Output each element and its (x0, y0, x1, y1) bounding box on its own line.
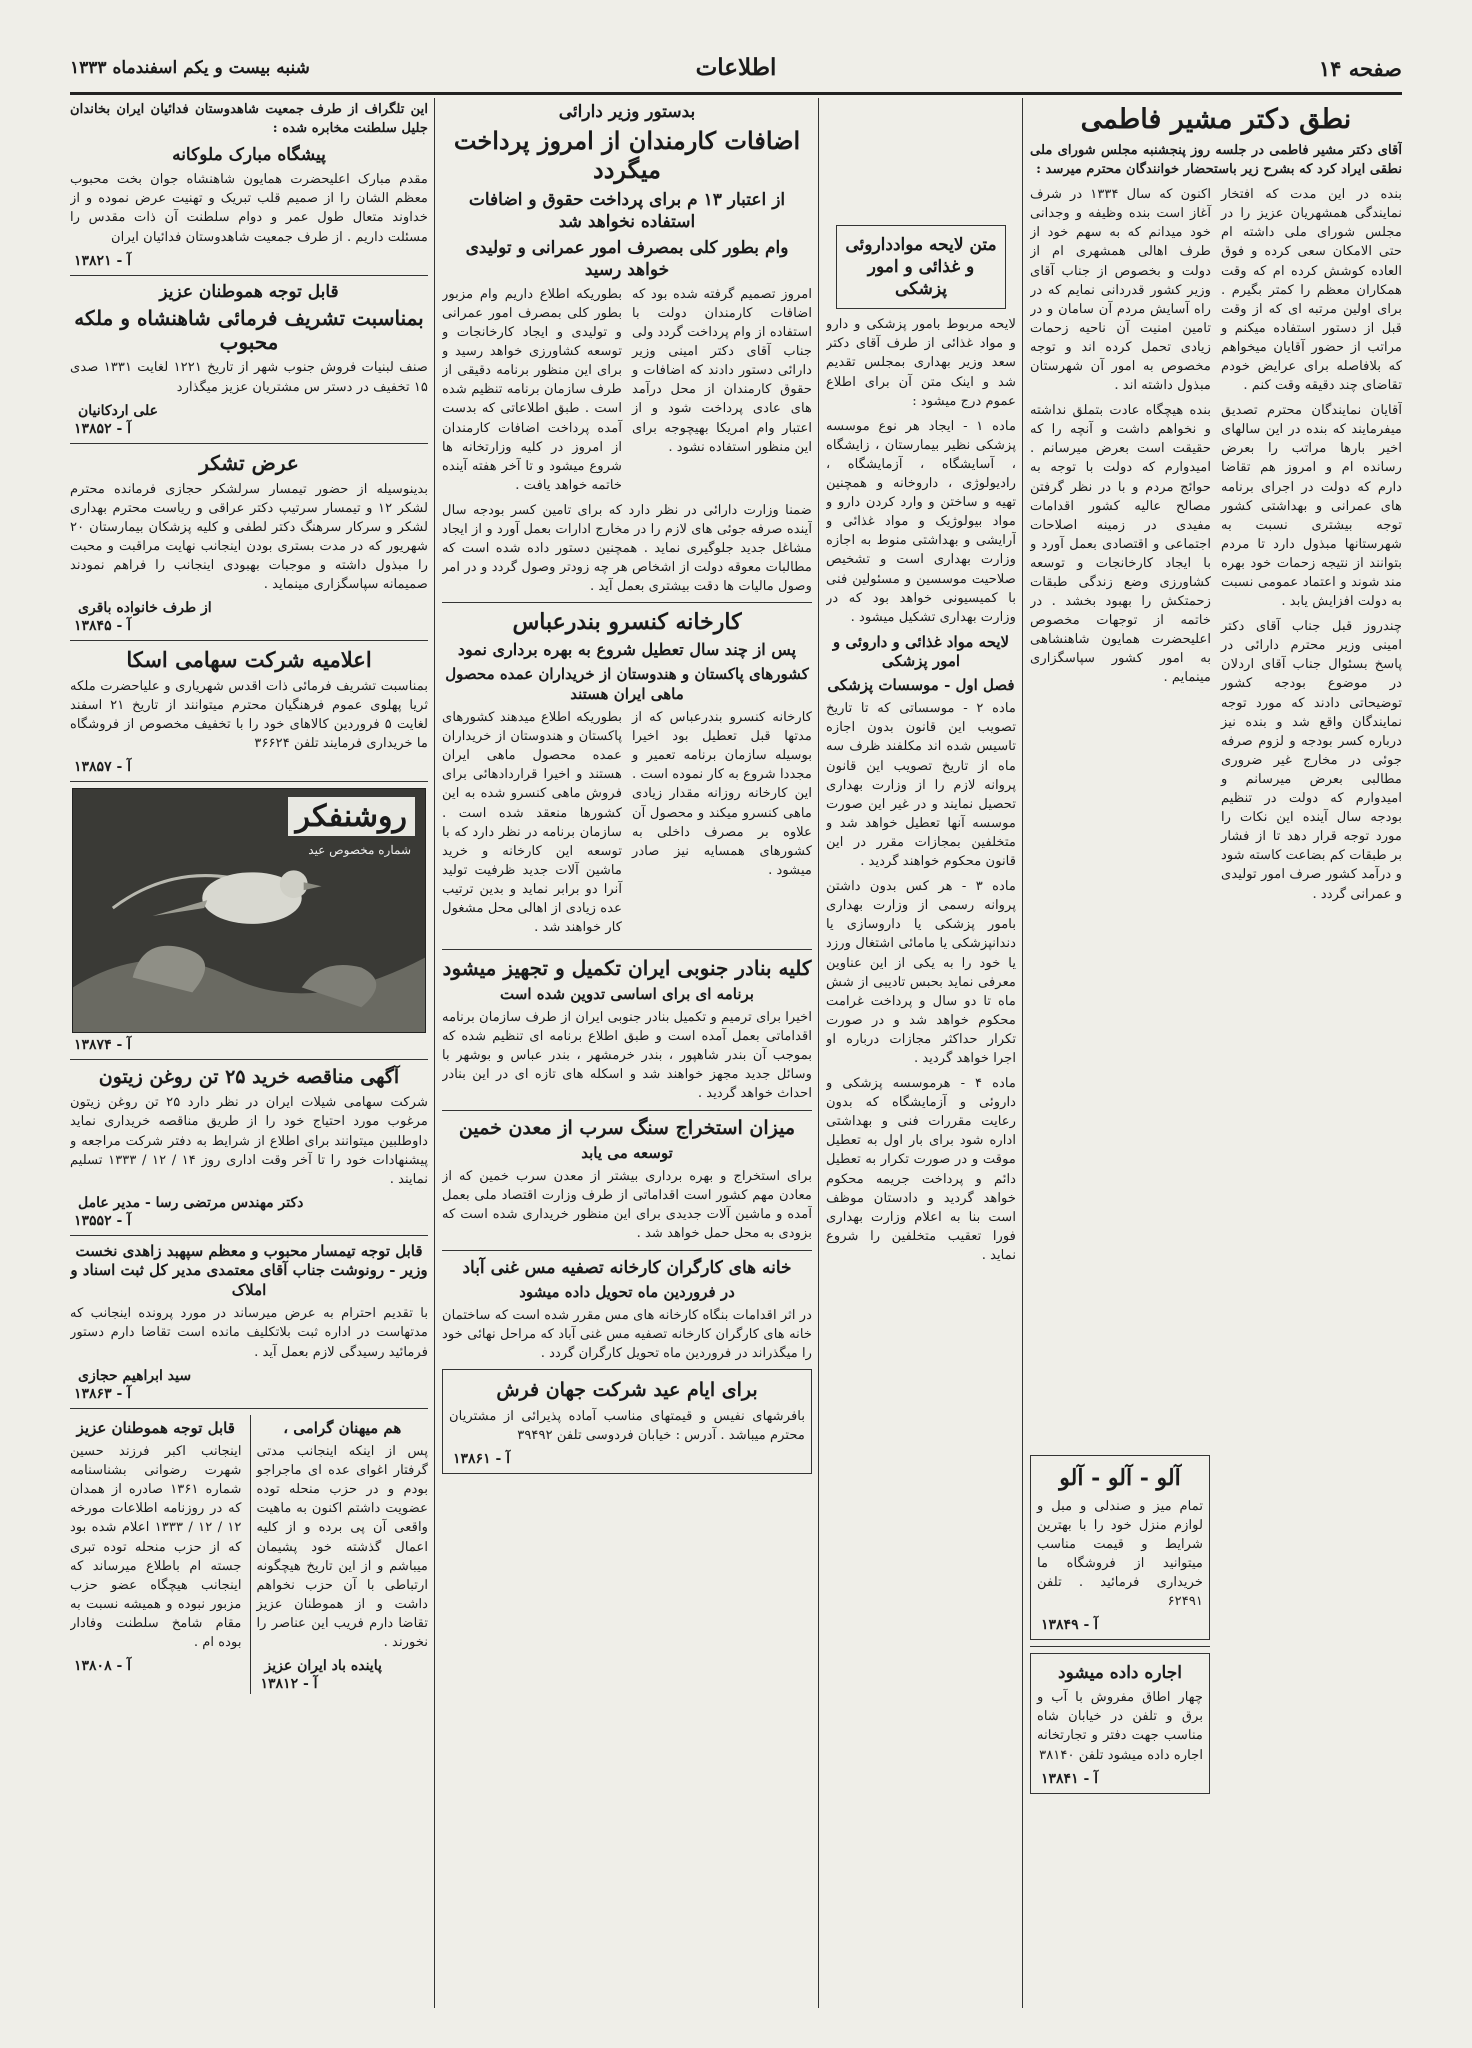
petition-text: با تقدیم احترام به عرض میرساند در مورد پرونده اینجانب که مدتهاست در اداره ثبت بلاتکلیف مانده است تقاضا دارم دستور فرمائید رسیدگی لازم بعمل آید . (70, 1306, 428, 1360)
thanks-text: بدینوسیله از حضور تیمسار سرلشکر حجازی فرمانده محترم لشکر ۱۲ و تیمسار سرتیپ دکتر عراقی و ریاست محترم بهداری لشکر و سرکار سرهنگ دکتر لطفی و کلیه پزشکان بیمارستان ۲۰ شهریور که در مدت بستری بودن اینجانب نهایت مراقبت و محبت را مبذول داشته و موجبات بهبودی اینجانب را فراهم نمودند صمیمانه سپاسگزاری مینماید . (70, 481, 428, 593)
olive-oil-tender-title: آگهی مناقصه خرید ۲۵ تن روغن زیتون (98, 1066, 400, 1089)
cannery-paragraph: بطوریکه اطلاع میدهند کشورهای پاکستان و هندوستان از خریداران عمده محصول ماهی ایران هستند و اخیرا قراردادهائی برای فروش ماهی کنسرو شده به این کشورها منعقد شده است . سازمان برنامه در نظر دارد که با توسعه این کارخانه و خرید ماشین آلات جدید ظرفیت تولید آنرا دو برابر نماید و بدین ترتیب عده زیادی از اهالی محل مشغول کار خواهند شد . (442, 710, 622, 936)
column-medical-bill (826, 225, 1016, 2015)
telegram-text: مقدم مبارک اعلیحضرت همایون شاهنشاه جوان بخت محبوب معظم الشان را از صمیم قلب تبریک و تهنیت عرض نموده و از خداوند متعال طول عمر و دوام سلطنت آن ذات مقدس را مسئلت داریم . از طرف جمعیت شاهدوستان فدائیان ایران (70, 172, 428, 245)
ports-subheading: برنامه ای برای اساسی تدوین شده است (500, 984, 754, 1003)
bill-paragraph: ماده ۲ - موسساتی که تا تاریخ تصویب این قانون بدون اجازه تاسیس شده اند مکلفند ظرف سه ماه از تاریخ تصویب این قانون پروانه لازم را از وزارت بهداری تحصیل نمایند و در غیر این صورت موسسه آنها تعطیل خواهد شد و متخلفین بمجازات مقرر در این قانون محکوم خواهند گردید . (826, 701, 1016, 870)
ad-signature: دکتر مهندس مرتضی رسا - مدیر عامل (78, 1194, 304, 1211)
page-number: صفحه ۱۴ (1318, 56, 1402, 81)
ad-alo-text: تمام میز و صندلی و مبل و لوازم منزل خود را با بهترین شرایط و قیمت مناسب میتوانید از فروشگاه ما خریداری فرمائید . تلفن ۶۲۴۹۱ (1037, 1498, 1203, 1610)
ad-ref: آ - ۱۳۸۵۲ (74, 420, 132, 437)
ad-alo (1030, 1455, 1210, 1640)
declaration-right (250, 1415, 429, 1695)
bill-paragraph: ماده ۱ - ایجاد هر نوع موسسه پزشکی نظیر بیمارستان ، زایشگاه ، آسایشگاه ، آزمایشگاه ، رادیولوژی ، داروخانه و همچنین تهیه و ساختن و وارد کردن دارو و مواد بیولوژیک و مواد غذائی و آرایشی و بهداشتی منوط به اجازه وزارت بهداری است و تشخیص صلاحیت موسسین و مسئولین فنی با کمیسیونی خواهد بود که در وزارت بهداری تشکیل میشود . (826, 418, 1016, 625)
notice-title: اعلامیه شرکت سهامی اسکا (126, 647, 372, 673)
ad-ref: آ - ۱۳۸۴۱ (1041, 1770, 1099, 1787)
ad-ref: آ - ۱۳۸۷۴ (74, 1037, 132, 1054)
factory-housing-headline: خانه های کارگران کارخانه تصفیه مس غنی آباد (462, 1257, 792, 1278)
declaration-left (70, 1415, 242, 1695)
column-divider (818, 98, 819, 2008)
declaration-title: قابل توجه هموطنان عزیز (76, 1418, 235, 1437)
column-divider (434, 98, 435, 2008)
factory-housing-subheading: در فروردین ماه تحویل داده میشود (519, 1282, 735, 1301)
ad-carpet-title: برای ایام عید شرکت جهان فرش (496, 1379, 758, 1402)
separator (70, 1408, 428, 1409)
column-divider (1022, 98, 1023, 2008)
ports-headline: کلیه بنادر جنوبی ایران تکمیل و تجهیز میشود (442, 956, 812, 981)
mine-headline: میزان استخراج سنگ سرب از معدن خمین (458, 1116, 796, 1139)
ad-ref: آ - ۱۳۵۵۲ (74, 1212, 132, 1229)
olive-oil-tender-text: شرکت سهامی شیلات ایران در نظر دارد ۲۵ تن روغن زیتون مرغوب مورد احتیاج خود را از طریق مناقصه خریداری نماید داوطلبین میتوانند برای اطلاع از شرایط به دفتر شرکت مراجعه و پیشنهادات خود را تا آخر وقت اداری روز ۱۴ / ۱۲ / ۱۳۳۳ تسلیم نمایند . (70, 1095, 428, 1187)
magazine-ad (72, 788, 426, 1033)
declaration-text: اینجانب اکبر فرزند حسین شهرت رضوانی بشناسنامه شماره ۱۳۶۱ صادره از همدان که در روزنامه اطلاعات مورخه ۱۲ / ۱۲ / ۱۳۳۳ اعلام شده بود که از حزب منحله توده تبری جسته ام باطلاع میرساند که اینجانب هیچگاه عضو حزب مزبور نبوده و همیشه نسبت به مقام شامخ سلطنت وفادار بوده ام . (70, 1444, 242, 1651)
petition-title: قابل توجه تیمسار محبوب و معظم سپهبد زاهدی نخست وزیر - رونوشت جناب آقای معتمدی مدیر کل ثبت اسناد و املاک (70, 1241, 428, 1299)
medical-bill-title-box (836, 225, 1006, 309)
ad-ref: آ - ۱۳۸۶۱ (453, 1451, 511, 1468)
salary-subheading: از اعتبار ۱۳ م برای پرداخت حقوق و اضافات استفاده نخواهد شد (468, 189, 786, 232)
newspaper-name: اطلاعات (695, 54, 777, 81)
ad-ref: آ - ۱۳۸۲۱ (74, 252, 132, 269)
separator (70, 1059, 428, 1060)
ad-signature: علی اردکانیان (78, 402, 159, 419)
bill-subheading: فصل اول - موسسات پزشکی (827, 675, 1015, 694)
separator (70, 1235, 428, 1236)
declaration-title: هم میهنان گرامی ، (283, 1418, 402, 1437)
ad-rent (1030, 1653, 1210, 1793)
ad-dairy-title: بمناسبت تشریف فرمائی شاهنشاه و ملکه محبوب (74, 305, 424, 355)
ad-signature: از طرف خانواده باقری (78, 600, 212, 617)
ad-ref: آ - ۱۳۸۵۷ (74, 759, 132, 776)
thanks-title: عرض تشکر (199, 450, 299, 475)
salary-paragraph: بطوریکه اطلاع داریم وام مزبور بطور کلی بمصرف امور عمرانی و تولیدی و ایجاد کارخانجات و توسعه کشاورزی خواهد رسید و برای این منظور برنامه دقیقی از طرف سازمان برنامه تنظیم شده است . طبق اطلاعاتی که بدست آمده پرداخت اضافات کارمندان از امروز در کلیه وزارتخانه ها شروع میشود و تا آخر هفته آینده خاتمه خواهد یافت . (442, 286, 622, 493)
separator (70, 443, 428, 444)
separator (70, 640, 428, 641)
ad-signature: سید ابراهیم حجازی (78, 1367, 192, 1384)
magazine-subtitle: شماره مخصوص عید (308, 843, 411, 858)
medical-bill-title: متن لایحه موادداروئی و غذائی و امور پزشکی (845, 235, 997, 300)
separator (70, 275, 428, 276)
ad-ref: آ - ۱۳۸۱۲ (260, 1676, 318, 1693)
ad-alo-title: آلو - آلو - آلو (1059, 1465, 1181, 1491)
separator (70, 781, 428, 782)
ad-rent-text: چهار اطاق مفروش با آب و برق و تلفن در خیابان شاه مناسب جهت دفتر و تجارتخانه اجاره داده میشود تلفن ۳۸۱۴۰ (1037, 1690, 1203, 1763)
separator (1030, 1646, 1210, 1647)
declaration-text: پس از اینکه اینجانب مدتی گرفتار اغوای عده ای ماجراجو بودم و در حزب منحله توده عضویت داشتم اکنون به ماهیت واقعی آن پی برده و از کلیه اعمال گذشته خود پشیمان میباشم و از این تاریخ هیچگونه ارتباطی با آن حزب نخواهم داشت و از هموطنان عزیز تقاضا دارم فریب این عناصر را نخورند . (256, 1444, 428, 1651)
issue-date: شنبه بیست و یکم اسفندماه ۱۳۳۳ (70, 58, 310, 78)
mine-subheading: توسعه می یابد (581, 1143, 673, 1162)
cannery-subheading: کشورهای پاکستان و هندوستان از خریداران عمده محصول ماهی ایران هستند (445, 665, 809, 703)
separator (442, 1110, 812, 1111)
factory-housing-paragraph: در اثر اقدامات بنگاه کارخانه های مس مقرر شده است که ساختمان خانه های کارگران کارخانه تصفیه مس غنی آباد که مراحل نهائی خود را میگذراند در فروردین ماه تحویل کارگران گردد . (442, 1308, 812, 1362)
column-main-news (442, 100, 812, 2010)
separator (442, 602, 812, 603)
speech-paragraph: بنده در این مدت که افتخار نمایندگی همشهریان عزیز را در مجلس شورای ملی داشته ام حتی الامکان سعی کرده و فوق العاده کوشش کرده ام که وقت همکاران معظم را کمتر بگیرم . برای اولین مرتبه ای که از وقت قبل از دستور استفاده میکنم و مراتب از حضور آقایان میخواهم که بلافاصله برای عرایض خودم تقاضای چند دقیقه وقت کنم . (1221, 187, 1402, 394)
speech-title: نطق دکتر مشیر فاطمی (1080, 104, 1352, 135)
telegram-intro: این تلگراف از طرف جمعیت شاهدوستان فدائیان ایران بخاندان جلیل سلطنت مخابره شده : (70, 102, 428, 137)
bill-subheading: لایحه مواد غذائی و داروئی و امور پزشکی (832, 632, 1010, 671)
ports-paragraph: اخیرا برای ترمیم و تکمیل بنادر جنوبی ایران از طرف سازمان برنامه اقداماتی بعمل آمده است و طبق اطلاع برنامه ای تنظیم شده که بموجب آن بندر شاهپور ، بندر خرمشهر ، بندر عباس و بوشهر با وسائل جدید مجهز خواهند شد و اسکله های تازه ای در این بنادر احداث خواهد گردید . (442, 1010, 812, 1102)
salary-kicker: بدستور وزیر دارائی (558, 102, 696, 122)
ad-ref: آ - ۱۳۸۴۹ (1041, 1617, 1099, 1634)
separator (442, 1250, 812, 1251)
telegram-title: پیشگاه مبارک ملوکانه (172, 145, 326, 166)
salary-headline: اضافات کارمندان از امروز پرداخت میگردد (453, 126, 801, 185)
salary-paragraph: امروز تصمیم گرفته شده بود که اضافات کارمندان دولت با استفاده از وام پرداخت گردد ولی جناب آقای دکتر امینی وزیر دارائی دستور دادند که اضافات و حقوق کارمندان از محل درآمد های عادی پرداخت شود و از اعتبار وام امریکا بهیچوجه برای این منظور استفاده نشود . (632, 286, 812, 455)
bill-paragraph: ماده ۳ - هر کس بدون داشتن پروانه رسمی از وزارت بهداری بامور پزشکی یا داروسازی یا دندانپزشکی یا مامائی اشتغال ورزد یا خود را به یکی از این عناوین معرفی نماید بحبس تادیبی از شش ماه تا دو سال و پرداخت غرامت محکوم خواهد شد و در صورت تکرار حداکثر مجازات درباره او اجرا خواهد گردید . (826, 879, 1016, 1066)
magazine-cover-image (72, 788, 426, 1033)
notice-text: بمناسبت تشریف فرمائی ذات اقدس شهریاری و علیاحضرت ملکه ثریا پهلوی عموم فرهنگیان محترم میتوانند از تاریخ ۲۱ اسفند لغایت ۵ فروردین کالاهای خود را با تخفیف مخصوص از فروشگاه ما خریداری فرمایند تلفن ۳۶۶۲۴ (70, 678, 428, 752)
mine-paragraph: برای استخراج و بهره برداری بیشتر از معدن سرب خمین که از معادن مهم کشور است اقداماتی از طرف وزارت اقتصاد ملی بعمل آمده و ماشین آلات جدیدی برای این منظور خریداری شده است که بزودی به محل حمل خواهد شد . (442, 1169, 812, 1242)
salary-paragraph: ضمنا وزارت دارائی در نظر دارد که برای تامین کسر بودجه سال آینده صرفه جوئی های لازم را در مخارج ادارات بعمل آورد و از ایجاد مشاغل جدید جلوگیری نماید . همچنین دستور داده شده است که مطالبات معوقه دولت از اشخاص هر چه زودتر وصول گردد و در امر وصول مالیات ها دقت بیشتری بعمل آید . (442, 502, 812, 595)
separator (442, 949, 812, 950)
ad-rent-title: اجاره داده میشود (1058, 1663, 1182, 1684)
bill-paragraph: ماده ۴ - هرموسسه پزشکی و داروئی و آزمایشگاه که بدون رعایت مقررات فنی و بهداشتی اداره شود برای بار اول به تعطیل موقت و در صورت تکرار به تعطیل دائم و پرداخت جریمه محکوم خواهد گردید و دادستان موظف است بنا به اعلام وزارت بهداری فورا تعقیب متخلفین را شروع نماید . (826, 1076, 1016, 1263)
ad-dairy-text: صنف لبنیات فروش جنوب شهر از تاریخ ۱۲۲۱ لغایت ۱۳۳۱ صدی ۱۵ تخفیف در دستر س مشتریان عزیز میگذارد (70, 360, 428, 395)
ad-signature: پاینده باد ایران عزیز (264, 1658, 382, 1675)
speech-paragraph: آقایان نمایندگان محترم تصدیق میفرمایند که بنده در این سالهای اخیر بارها مراتب را بعرض رسانده ام و امروز هم تقاضا دارم که دولت در اجرای برنامه های عمرانی و بهداشتی کشور توجه بیشتری نسبت به شهرستانها مبذول دارد تا مردم بتوانند از نتیجه زحمات خود بهره مند شوند و اعتماد عمومی نسبت به دولت افزایش یابد . (1221, 403, 1402, 610)
ad-ref: آ - ۱۳۸۴۵ (74, 618, 132, 635)
magazine-name: روشنفکر (288, 797, 415, 836)
speech-intro: آقای دکتر مشیر فاطمی در جلسه روز پنجشنبه مجلس شورای ملی نطقی ایراد کرد که بشرح زیر باستحضار خوانندگان محترم میرسد : (1030, 142, 1402, 178)
column-speech-ads (1030, 1455, 1210, 2015)
cannery-subheading: پس از چند سال تعطیل شروع به بهره برداری نمود (457, 640, 797, 660)
bill-paragraph: لایحه مربوط بامور پزشکی و دارو و مواد غذائی از طرف آقای دکتر سعد وزیر بهداری بمجلس تقدیم شد و اینک متن آن برای اطلاع عموم درج میشود : (826, 317, 1016, 409)
ad-dairy-kicker: قابل توجه هموطنان عزیز (159, 281, 339, 302)
speech-paragraph: چندروز قبل جناب آقای دکتر امینی وزیر محترم دارائی در پاسخ بسئوال جناب آقای اردلان در موضوع بودجه کشور توضیحاتی دادند که مورد توجه نمایندگان واقع شد و بنده نیز درباره کسر بودجه و لزوم صرفه جوئی در مخارج غیر ضروری مطالبی بعرض میرسانم و امیدوارم که دولت در تنظیم بودجه سال آینده این نکات را مورد توجه قرار دهد تا از فشار بر طبقات کم بضاعت کاسته شود و درآمد کشور صرف امور تولیدی و عمرانی گردد . (1221, 619, 1402, 902)
salary-subheading: وام بطور کلی بمصرف امور عمرانی و تولیدی خواهد رسید (465, 237, 789, 280)
ad-carpet-text: بافرشهای نفیس و قیمتهای مناسب آماده پذیرائی از مشتریان محترم میباشد . آدرس : خیابان فردوسی تلفن ۳۹۴۹۲ (449, 1409, 805, 1444)
cannery-paragraph: کارخانه کنسرو بندرعباس که از مدتها قبل تعطیل بود اخیرا بوسیله سازمان برنامه تعمیر و مجددا شروع به کار نموده است . این کارخانه روزانه مقدار زیادی ماهی کنسرو میکند و محصول آن علاوه بر مصرف داخلی به کشورهای همسایه نیز صادر میشود . (632, 710, 812, 878)
speech-paragraph: اکنون که سال ۱۳۳۴ در شرف آغاز است بنده وظیفه و وجدانی خود میدانم که به سهم خود از طرف اهالی همشهری ام از دولت و بخصوص از جناب آقای وزیر کشور قدردانی نمایم که در راه آسایش مردم آن سامان و در تامین امنیت آن ناحیه زحمات زیادی تحمل کرده اند و توجه مخصوص به امور آن شهرستان مبذول داشته اند . (1030, 187, 1211, 394)
page-header (70, 52, 1402, 86)
ad-ref: آ - ۱۳۸۶۳ (74, 1385, 132, 1402)
column-ads (70, 100, 428, 2010)
header-rule (70, 92, 1402, 95)
speech-paragraph: بنده هیچگاه عادت بتملق نداشته و نخواهم داشت و آنچه را که حقیقت است بعرض میرسانم . امیدوارم که دولت با توجه به حوائج مردم و با در نظر گرفتن مصالح عالیه کشور اقدامات مفیدی در زمینه اصلاحات اجتماعی و اقتصادی بعمل آورد و با ایجاد کارخانجات و توسعه کشاورزی وضع زندگی طبقات زحمتکش را بهبود بخشد . در خاتمه از توجهات مخصوص اعلیحضرت همایون شاهنشاهی به امور کشور سپاسگزاری مینمایم . (1030, 403, 1211, 686)
cannery-headline: کارخانه کنسرو بندرعباس (512, 609, 742, 636)
ad-carpet (442, 1369, 812, 1474)
ad-ref: آ - ۱۳۸۰۸ (74, 1658, 132, 1675)
